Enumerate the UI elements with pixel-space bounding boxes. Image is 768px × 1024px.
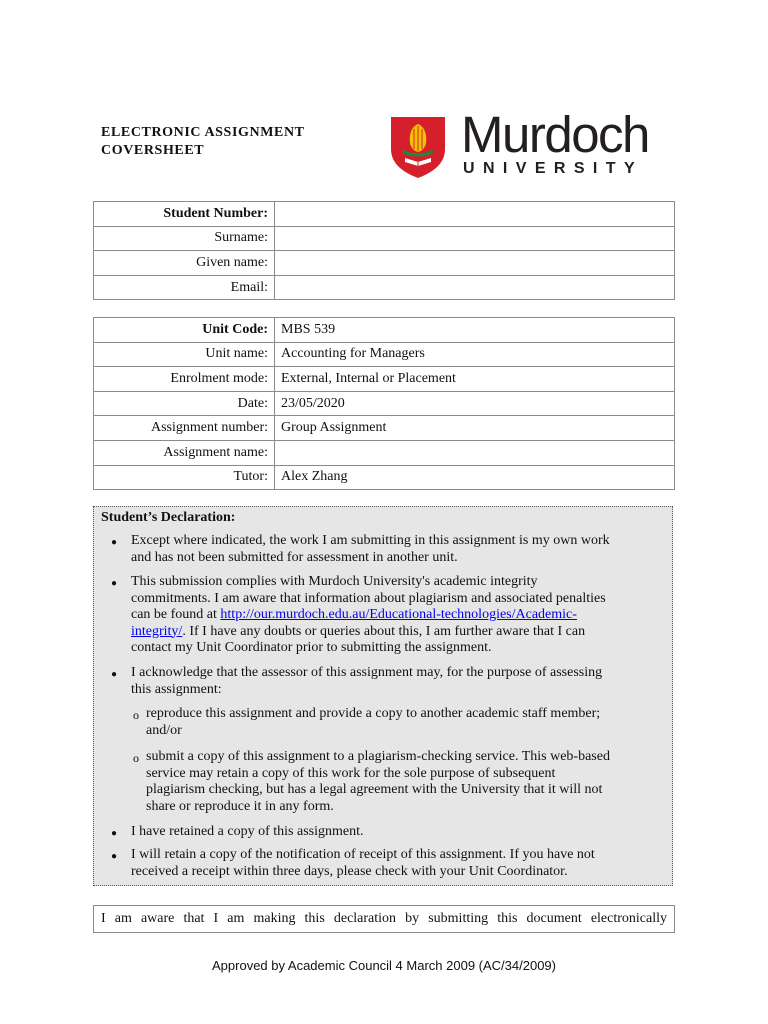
text-line: reproduce this assignment and provide a copy to another academic staff member; — [146, 706, 601, 721]
electronic-declaration-statement: I am aware that I am making this declaration by submitting this document electronically — [93, 905, 675, 933]
date-field[interactable]: 23/05/2020 — [275, 391, 675, 416]
surname-label: Surname: — [94, 226, 275, 251]
academic-integrity-link-continued[interactable]: integrity/ — [131, 623, 183, 639]
table-row — [94, 251, 675, 276]
text-line: Except where indicated, the work I am submitting in this assignment is my own work — [131, 533, 610, 548]
text-line: commitments. I am aware that information about plagiarism and associated penalties — [131, 590, 606, 606]
tutor-label: Tutor: — [94, 465, 275, 490]
bullet-icon: ● — [111, 537, 118, 548]
unit-code-field[interactable]: MBS 539 — [275, 318, 675, 343]
email-label: Email: — [94, 275, 275, 300]
table-row — [94, 416, 675, 441]
student-details-table — [93, 201, 675, 300]
declaration-subitem-reproduce — [146, 706, 666, 739]
declaration-subitem-plagiarism-service — [146, 749, 666, 815]
student-number-label: Student Number: — [94, 202, 275, 227]
document-title — [101, 124, 305, 160]
declaration-item-receipt — [131, 847, 666, 880]
table-row — [94, 440, 675, 465]
student-number-field[interactable] — [275, 202, 675, 227]
text-line: this assignment: — [131, 681, 222, 697]
unit-name-field[interactable]: Accounting for Managers — [275, 342, 675, 367]
bullet-icon: ● — [111, 851, 118, 862]
text-line: share or reproduce it in any form. — [146, 798, 334, 814]
text-line: submit a copy of this assignment to a plagiarism-checking service. This web-based — [146, 749, 610, 764]
declaration-item-retained-copy — [131, 824, 666, 841]
text-fragment: . If I have any doubts or queries about this, I am further aware that I can — [182, 623, 586, 639]
approval-footer: Approved by Academic Council 4 March 2009 (AC/34/2009) — [212, 958, 556, 973]
table-row — [94, 318, 675, 343]
date-label: Date: — [94, 391, 275, 416]
bullet-icon: ● — [111, 669, 118, 680]
enrolment-mode-label: Enrolment mode: — [94, 367, 275, 392]
title-line-2: COVERSHEET — [101, 143, 205, 158]
text-line: plagiarism checking, but has a legal agreement with the University that it will not — [146, 782, 603, 797]
text-line: service may retain a copy of this work for the sole purpose of subsequent — [146, 765, 556, 781]
students-declaration-box — [93, 506, 673, 886]
text-line: and has not been submitted for assessment in another unit. — [131, 549, 458, 565]
academic-integrity-link[interactable]: http://our.murdoch.edu.au/Educational-technologies/Academic- — [220, 607, 577, 622]
assignment-name-field[interactable] — [275, 440, 675, 465]
text-line — [131, 607, 666, 624]
table-row — [94, 367, 675, 392]
text-fragment: can be found at — [131, 607, 221, 622]
unit-details-table — [93, 317, 675, 490]
table-row — [94, 342, 675, 367]
table-row — [94, 275, 675, 300]
assignment-number-label: Assignment number: — [94, 416, 275, 441]
declaration-item-acknowledge — [131, 665, 666, 698]
table-row — [94, 202, 675, 227]
murdoch-logo — [389, 106, 674, 183]
table-row — [94, 465, 675, 490]
declaration-item-integrity — [131, 574, 666, 657]
crest-icon — [389, 115, 447, 179]
email-field[interactable] — [275, 275, 675, 300]
table-row — [94, 391, 675, 416]
given-name-label: Given name: — [94, 251, 275, 276]
text-line: received a receipt within three days, please check with your Unit Coordinator. — [131, 863, 568, 879]
table-row — [94, 226, 675, 251]
given-name-field[interactable] — [275, 251, 675, 276]
text-line: and/or — [146, 722, 182, 738]
title-line-1: ELECTRONIC ASSIGNMENT — [101, 125, 305, 140]
surname-field[interactable] — [275, 226, 675, 251]
logo-wordmark: Murdoch — [461, 106, 649, 163]
declaration-item-own-work — [131, 533, 666, 566]
declaration-title: Student’s Declaration: — [101, 510, 236, 525]
text-line: I will retain a copy of the notification of receipt of this assignment. If you have not — [131, 847, 595, 862]
unit-name-label: Unit name: — [94, 342, 275, 367]
assignment-number-field[interactable]: Group Assignment — [275, 416, 675, 441]
text-line: I acknowledge that the assessor of this assignment may, for the purpose of assessing — [131, 665, 603, 680]
assignment-name-label: Assignment name: — [94, 440, 275, 465]
logo-subtitle: UNIVERSITY — [463, 160, 644, 177]
unit-code-label: Unit Code: — [94, 318, 275, 343]
tutor-field[interactable]: Alex Zhang — [275, 465, 675, 490]
text-line — [131, 624, 666, 641]
text-line: This submission complies with Murdoch University's academic integrity — [131, 574, 538, 589]
circle-bullet-icon: o — [133, 708, 139, 722]
text-line: I have retained a copy of this assignment. — [131, 824, 364, 839]
bullet-icon: ● — [111, 578, 118, 589]
circle-bullet-icon: o — [133, 751, 139, 765]
bullet-icon: ● — [111, 828, 118, 839]
enrolment-mode-field[interactable]: External, Internal or Placement — [275, 367, 675, 392]
text-line: contact my Unit Coordinator prior to submitting the assignment. — [131, 640, 492, 655]
